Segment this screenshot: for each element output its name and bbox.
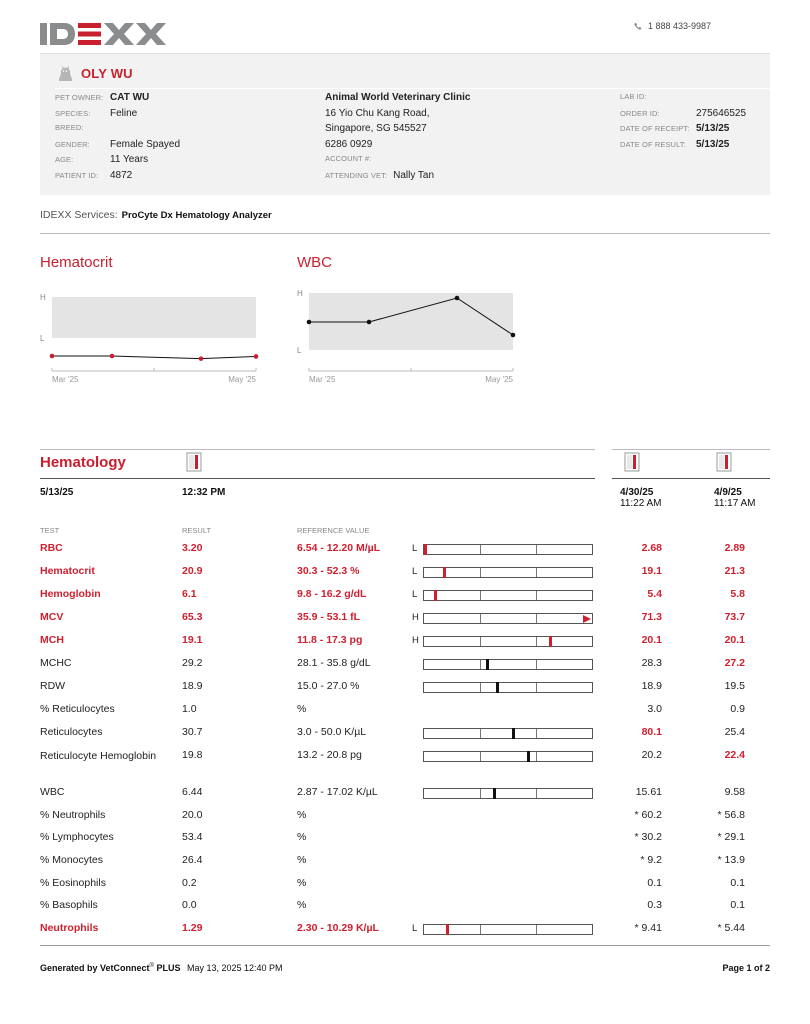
sample-tube-icon [186, 452, 202, 472]
footer-generated [40, 963, 283, 973]
wbc-trend-chart [297, 284, 522, 388]
previous-result-2: 21.3 [724, 565, 745, 577]
result-value: 65.3 [182, 611, 203, 623]
range-bar [423, 924, 593, 935]
result-marker [493, 788, 496, 799]
result-value: 18.9 [182, 680, 203, 692]
range-bar [423, 788, 593, 799]
range-bar-divider [480, 545, 481, 554]
trend-point [511, 333, 516, 338]
range-bar-divider [536, 683, 537, 692]
result-value: 19.8 [182, 749, 203, 761]
trend-point [307, 320, 312, 325]
previous-result-1: 20.1 [641, 634, 662, 646]
previous-result-2: * 13.9 [717, 854, 745, 866]
species-value: Feline [110, 107, 138, 119]
range-bar-divider [536, 637, 537, 646]
table-row [0, 809, 810, 829]
range-bar [423, 613, 593, 624]
reference-range: % [297, 854, 307, 866]
reference-range: 11.8 - 17.3 pg [297, 634, 363, 646]
table-row [0, 703, 810, 723]
order-id-value: 275646525 [696, 107, 747, 119]
header-underline-right [612, 478, 770, 479]
header-underline [40, 478, 595, 479]
table-row [0, 657, 810, 677]
band-label-low: L [297, 346, 302, 355]
test-name: Reticulocyte Hemoglobin [40, 750, 157, 762]
breed-label: BREED: [55, 123, 84, 132]
result-flag: L [412, 543, 418, 554]
footer-divider [40, 945, 770, 946]
gender-label: GENDER: [55, 139, 90, 149]
table-row [0, 922, 810, 942]
range-bar-divider [480, 925, 481, 934]
clinic-details [325, 92, 470, 185]
reference-band [52, 297, 256, 338]
result-flag: L [412, 589, 418, 600]
band-label-low: L [40, 334, 45, 343]
previous-result-2: 9.58 [724, 786, 745, 798]
result-value: 0.0 [182, 899, 197, 911]
test-name: WBC [40, 786, 65, 798]
reference-range: 9.8 - 16.2 g/dL [297, 588, 367, 600]
result-marker [512, 728, 515, 739]
reference-range: 15.0 - 27.0 % [297, 680, 360, 692]
trend-line [52, 356, 256, 359]
result-marker [443, 567, 446, 578]
clinic-address-2: Singapore, SG 545527 [325, 123, 427, 134]
previous-result-1: 18.9 [641, 680, 662, 692]
range-bar-divider [480, 683, 481, 692]
patient-details [55, 92, 180, 185]
result-value: 30.7 [182, 726, 203, 738]
range-bar-divider [480, 729, 481, 738]
vet-value: Nally Tan [393, 169, 435, 181]
result-value: 1.29 [182, 922, 203, 934]
table-row [0, 565, 810, 585]
test-name: % Eosinophils [40, 877, 106, 889]
previous-result-2: 5.8 [730, 588, 745, 600]
clinic-phone: 6286 0929 [325, 138, 373, 150]
test-name: % Basophils [40, 899, 98, 911]
x-tick-label: Mar '25 [309, 375, 336, 384]
test-name: % Lymphocytes [40, 831, 114, 843]
page-number: Page 1 of 2 [722, 963, 770, 973]
previous-result-2: 22.4 [724, 749, 745, 761]
previous-result-1: * 30.2 [634, 831, 662, 843]
reference-range: % [297, 809, 307, 821]
previous-result-2: * 56.8 [717, 809, 745, 821]
services-line [40, 209, 272, 221]
patient-info-panel [40, 53, 770, 195]
gender-value: Female Spayed [110, 138, 181, 150]
table-row [0, 854, 810, 874]
pet-name: OLY WU [81, 65, 133, 81]
result-marker [486, 659, 489, 670]
reference-range: 30.3 - 52.3 % [297, 565, 360, 577]
col-ref-header: REFERENCE VALUE [297, 526, 370, 535]
col-result-header: RESULT [182, 526, 212, 535]
result-marker [424, 544, 427, 555]
range-bar-divider [536, 591, 537, 600]
test-name: % Neutrophils [40, 809, 106, 821]
reference-range: 2.30 - 10.29 K/µL [297, 922, 379, 934]
reference-range: 28.1 - 35.8 g/dL [297, 657, 371, 669]
reference-range: % [297, 877, 307, 889]
previous-result-2: 0.9 [730, 703, 745, 715]
range-bar-divider [536, 729, 537, 738]
result-marker [496, 682, 499, 693]
order-id-label: ORDER ID: [620, 108, 660, 118]
range-bar-divider [536, 752, 537, 761]
footer-timestamp: May 13, 2025 12:40 PM [186, 963, 283, 973]
previous-result-1: 3.0 [647, 703, 662, 715]
table-row [0, 542, 810, 562]
range-bar [423, 567, 593, 578]
table-row [0, 611, 810, 631]
prev1-time: 11:22 AM [620, 498, 662, 509]
account-label: ACCOUNT #: [325, 154, 372, 163]
previous-result-2: 73.7 [724, 611, 745, 623]
trend-point [455, 296, 460, 301]
reference-range: % [297, 899, 307, 911]
hematocrit-trend-chart [40, 288, 265, 388]
patient-id-value: 4872 [110, 169, 133, 181]
result-value: 3.20 [182, 542, 203, 554]
wbc-chart-title: WBC [297, 254, 332, 271]
test-name: % Monocytes [40, 854, 104, 866]
table-row [0, 749, 810, 769]
previous-result-1: * 9.2 [640, 854, 662, 866]
previous-result-2: 19.5 [724, 680, 745, 692]
range-bar [423, 544, 593, 555]
reference-range: 2.87 - 17.02 K/µL [297, 786, 378, 798]
table-row [0, 680, 810, 700]
previous-result-2: 0.1 [730, 877, 745, 889]
sample-tube-icon [716, 452, 732, 472]
current-time: 12:32 PM [182, 487, 226, 498]
services-divider [40, 233, 770, 234]
test-name: MCV [40, 611, 64, 623]
result-flag: L [412, 566, 418, 577]
previous-result-2: * 29.1 [717, 831, 745, 843]
phone-number: 1 888 433-9987 [648, 21, 712, 31]
previous-result-2: 20.1 [724, 634, 745, 646]
range-bar [423, 728, 593, 739]
table-row [0, 588, 810, 608]
pet-name-header [55, 63, 133, 83]
range-bar [423, 682, 593, 693]
result-date-value: 5/13/25 [696, 138, 730, 150]
result-flag: H [412, 635, 419, 646]
footer-reg: ® [149, 963, 154, 969]
table-row [0, 726, 810, 746]
test-name: RBC [40, 542, 63, 554]
previous-result-1: 71.3 [641, 611, 662, 623]
reference-range: 35.9 - 53.1 fL [297, 611, 361, 623]
result-marker [527, 751, 530, 762]
idexx-logo [40, 20, 168, 48]
prev2-time: 11:17 AM [714, 498, 756, 509]
result-marker [434, 590, 437, 601]
range-bar [423, 590, 593, 601]
previous-result-2: 2.89 [724, 542, 745, 554]
reference-range: % [297, 703, 307, 715]
result-value: 29.2 [182, 657, 203, 669]
table-row [0, 877, 810, 897]
previous-result-1: 5.4 [647, 588, 662, 600]
clinic-name: Animal World Veterinary Clinic [325, 92, 471, 103]
test-name: MCHC [40, 657, 72, 669]
range-bar [423, 659, 593, 670]
out-of-range-arrow-icon [583, 615, 591, 623]
result-value: 53.4 [182, 831, 203, 843]
range-bar-divider [480, 660, 481, 669]
table-row [0, 831, 810, 851]
reference-range: 3.0 - 50.0 K/µL [297, 726, 367, 738]
previous-result-1: 28.3 [641, 657, 662, 669]
previous-result-1: 0.3 [647, 899, 662, 911]
panel-divider [55, 88, 770, 89]
reference-range: 6.54 - 12.20 M/µL [297, 542, 381, 554]
range-bar-divider [536, 614, 537, 623]
result-flag: H [412, 612, 419, 623]
range-bar-divider [480, 752, 481, 761]
lab-id-label: LAB ID: [620, 92, 647, 101]
receipt-value: 5/13/25 [696, 123, 730, 134]
reference-range: 13.2 - 20.8 pg [297, 749, 362, 761]
trend-point [367, 320, 372, 325]
range-bar-divider [480, 568, 481, 577]
range-bar-divider [536, 660, 537, 669]
previous-result-1: 0.1 [647, 877, 662, 889]
age-value: 11 Years [110, 154, 149, 165]
x-tick-label: May '25 [228, 375, 256, 384]
age-label: AGE: [55, 155, 74, 164]
col-test-header: TEST [40, 526, 60, 535]
owner-value: CAT WU [110, 92, 150, 103]
previous-result-1: * 9.41 [634, 922, 662, 934]
range-bar-divider [536, 568, 537, 577]
band-label-high: H [40, 293, 46, 302]
vet-label: ATTENDING VET: [325, 170, 388, 180]
patient-id-label: PATIENT ID: [55, 170, 99, 180]
range-bar [423, 636, 593, 647]
test-name: % Reticulocytes [40, 703, 115, 715]
range-bar-divider [536, 545, 537, 554]
test-name: Neutrophils [40, 922, 99, 934]
trend-point [199, 356, 204, 361]
footer-prefix: Generated by VetConnect [40, 963, 150, 973]
range-bar-divider [536, 789, 537, 798]
order-details [620, 92, 746, 154]
result-value: 0.2 [182, 877, 197, 889]
result-value: 20.0 [182, 809, 203, 821]
result-value: 1.0 [182, 703, 197, 715]
previous-result-1: 2.68 [641, 542, 662, 554]
range-bar-divider [480, 789, 481, 798]
x-tick-label: May '25 [485, 375, 513, 384]
previous-result-2: 25.4 [724, 726, 745, 738]
trend-point [110, 354, 115, 359]
previous-result-2: * 5.44 [717, 922, 745, 934]
reference-range: % [297, 831, 307, 843]
receipt-label: DATE OF RECEIPT: [620, 124, 690, 133]
range-bar-divider [536, 925, 537, 934]
prev1-date: 4/30/25 [620, 487, 654, 498]
trend-point [254, 354, 259, 359]
result-value: 19.1 [182, 634, 203, 646]
result-value: 20.9 [182, 565, 203, 577]
table-row [0, 786, 810, 806]
test-name: Reticulocytes [40, 726, 103, 738]
services-label: IDEXX Services: [40, 209, 118, 221]
table-row [0, 634, 810, 654]
hematology-top-divider-right [612, 449, 770, 450]
logo-text: IDEXX [40, 20, 44, 21]
result-marker [446, 924, 449, 935]
result-flag: L [412, 923, 418, 934]
range-bar-divider [480, 614, 481, 623]
range-bar-divider [480, 637, 481, 646]
previous-result-1: 80.1 [641, 726, 662, 738]
cat-icon [55, 63, 75, 83]
trend-point [50, 354, 55, 359]
previous-result-2: 27.2 [724, 657, 745, 669]
species-label: SPECIES: [55, 108, 91, 118]
services-value: ProCyte Dx Hematology Analyzer [121, 210, 272, 221]
previous-result-1: 15.61 [635, 786, 662, 798]
test-name: Hemoglobin [40, 588, 101, 600]
result-value: 26.4 [182, 854, 203, 866]
previous-result-1: * 60.2 [634, 809, 662, 821]
phone-icon [634, 22, 642, 30]
prev2-date: 4/9/25 [714, 487, 742, 498]
table-row [0, 899, 810, 919]
owner-label: PET OWNER: [55, 93, 104, 102]
sample-tube-icon [624, 452, 640, 472]
result-value: 6.44 [182, 786, 203, 798]
footer-suffix: PLUS [153, 963, 181, 973]
result-marker [549, 636, 552, 647]
test-name: RDW [40, 680, 66, 692]
clinic-address-1: 16 Yio Chu Kang Road, [325, 107, 430, 119]
result-date-label: DATE OF RESULT: [620, 139, 686, 149]
test-name: Hematocrit [40, 565, 95, 577]
hematology-top-divider [40, 449, 595, 450]
test-name: MCH [40, 634, 64, 646]
current-date: 5/13/25 [40, 487, 74, 498]
hematocrit-chart-title: Hematocrit [40, 254, 113, 271]
previous-result-1: 20.2 [641, 749, 662, 761]
previous-result-1: 19.1 [641, 565, 662, 577]
phone-block [634, 21, 711, 31]
hematology-title: Hematology [40, 454, 126, 471]
result-value: 6.1 [182, 588, 197, 600]
band-label-high: H [297, 289, 303, 298]
previous-result-2: 0.1 [730, 899, 745, 911]
x-tick-label: Mar '25 [52, 375, 79, 384]
range-bar-divider [480, 591, 481, 600]
range-bar [423, 751, 593, 762]
